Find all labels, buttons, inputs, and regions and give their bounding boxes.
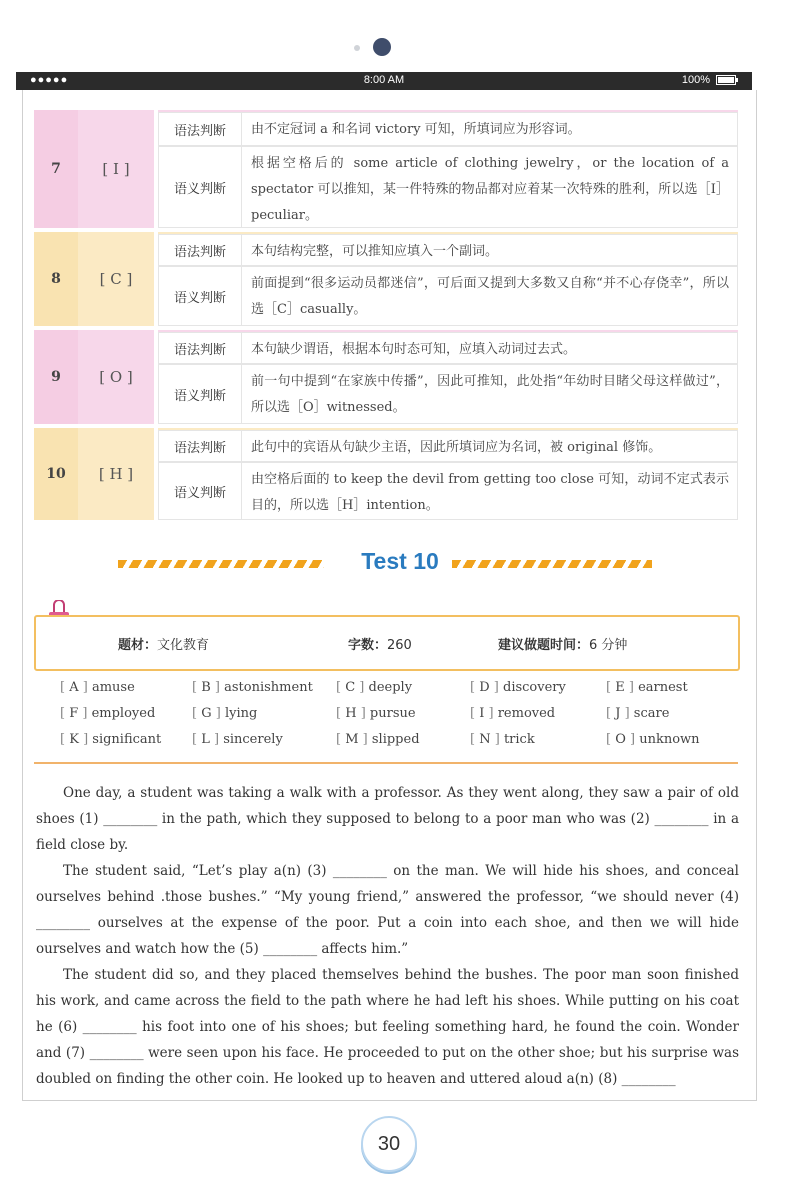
grammar-row bbox=[158, 112, 738, 146]
reading-passage bbox=[36, 780, 739, 1092]
answer-letter: [ O ] bbox=[78, 330, 154, 424]
answer-letter: [ C ] bbox=[78, 232, 154, 326]
answer-letter: [ H ] bbox=[78, 428, 154, 520]
row-label: 语义判断 bbox=[159, 147, 242, 227]
wordcount-value: 260 bbox=[387, 638, 412, 653]
battery-icon bbox=[716, 75, 736, 85]
wordcount-label: 字数： bbox=[348, 638, 388, 653]
passage-paragraph: One day, a student was taking a walk with a professor. As they went along, they saw a pair of old shoes (1) ________ in the path, which they supposed to belong to a poor man who was (2) ________ in a field close by. bbox=[36, 785, 739, 853]
test-title: Test 10 bbox=[361, 548, 439, 574]
semantic-row bbox=[158, 462, 738, 520]
row-text: 由不定冠词 a 和名词 victory 可知，所填词应为形容词。 bbox=[251, 122, 581, 137]
semantic-row bbox=[158, 266, 738, 326]
row-label: 语义判断 bbox=[159, 365, 242, 423]
time-info bbox=[498, 634, 627, 653]
row-label: 语法判断 bbox=[159, 235, 242, 265]
topic-info bbox=[118, 634, 209, 653]
battery-percent: 100% bbox=[681, 74, 710, 86]
row-label: 语法判断 bbox=[159, 333, 242, 363]
semantic-row bbox=[158, 146, 738, 228]
status-time: 8:00 AM bbox=[363, 74, 405, 86]
option-j: [ J ] scare bbox=[606, 706, 670, 721]
row-text: 由空格后面的 to keep the devil from getting too close 可知，动词不定式表示目的，所以选［H］intention。 bbox=[251, 472, 729, 513]
time-label: 建议做题时间： bbox=[498, 638, 590, 653]
option-m: [ M ] slipped bbox=[336, 732, 420, 747]
passage-paragraph: The student said, “Let’s play a(n) (3) ________ on the man. We will hide his shoes, and conceal ourselves behind .those bushes.” “My young friend,” answered the professor, “we should never (4) ________ ourselves at the expense of the poor. Put a coin into each shoe, and then we will hide ourselves and watch how the (5) ________ affects him.” bbox=[36, 863, 739, 957]
answer-number: 8 bbox=[34, 232, 78, 326]
row-label: 语义判断 bbox=[159, 463, 242, 519]
info-box bbox=[34, 615, 740, 671]
row-label: 语义判断 bbox=[159, 267, 242, 325]
grammar-row bbox=[158, 332, 738, 364]
option-c: [ C ] deeply bbox=[336, 680, 413, 695]
answer-number: 9 bbox=[34, 330, 78, 424]
option-n: [ N ] trick bbox=[470, 732, 535, 747]
title-stripes-right bbox=[452, 560, 652, 568]
option-a: [ A ] amuse bbox=[60, 680, 135, 695]
option-f: [ F ] employed bbox=[60, 706, 156, 721]
option-e: [ E ] earnest bbox=[606, 680, 688, 695]
option-d: [ D ] discovery bbox=[470, 680, 566, 695]
answer-block-7 bbox=[34, 110, 738, 228]
row-label: 语法判断 bbox=[159, 113, 242, 145]
option-o: [ O ] unknown bbox=[606, 732, 700, 747]
front-camera bbox=[373, 38, 391, 56]
row-text: 前一句中提到“在家族中传播”，因此可推知，此处指“年幼时目睹父母这样做过”，所以选［O］witnessed。 bbox=[251, 374, 729, 415]
row-text: 前面提到“很多运动员都迷信”，可后面又提到大多数又自称“并不心存侥幸”，所以选［C］casually。 bbox=[251, 276, 729, 317]
option-h: [ H ] pursue bbox=[336, 706, 416, 721]
camera-sensor bbox=[354, 45, 360, 51]
row-text: 根据空格后的 some article of clothing jewelry，or the location of a spectator 可以推知，某一件特殊的物品都对应着某一次特殊的胜利，所以选［I］peculiar。 bbox=[251, 156, 729, 223]
option-b: [ B ] astonishment bbox=[192, 680, 313, 695]
option-i: [ I ] removed bbox=[470, 706, 556, 721]
option-k: [ K ] significant bbox=[60, 732, 162, 747]
passage-paragraph: The student did so, and they placed themselves behind the bushes. The poor man soon finished his work, and came across the field to the path where he had left his shoes. While putting on his coat he (6) ________ his foot into one of his shoes; but feeling something hard, he found the coin. Wonder and (7) ________ were seen upon his face. He proceeded to put on the other shoe; but his surprise was doubled on finding the other coin. He looked up to heaven and uttered aloud a(n) (8) ________ bbox=[36, 967, 739, 1087]
topic-label: 题材： bbox=[118, 638, 158, 653]
grammar-row bbox=[158, 430, 738, 462]
answer-number: 10 bbox=[34, 428, 78, 520]
answer-block-8 bbox=[34, 232, 738, 326]
row-label: 语法判断 bbox=[159, 431, 242, 461]
semantic-row bbox=[158, 364, 738, 424]
status-bar bbox=[16, 72, 752, 90]
answer-letter: [ I ] bbox=[78, 110, 154, 228]
time-value: 6 分钟 bbox=[589, 638, 628, 653]
page-number: 30 bbox=[361, 1116, 417, 1172]
topic-value: 文化教育 bbox=[157, 638, 210, 653]
answer-block-9 bbox=[34, 330, 738, 424]
option-l: [ L ] sincerely bbox=[192, 732, 283, 747]
row-text: 此句中的宾语从句缺少主语，因此所填词应为名词，被 original 修饰。 bbox=[251, 440, 662, 455]
answer-number: 7 bbox=[34, 110, 78, 228]
grammar-row bbox=[158, 234, 738, 266]
row-text: 本句缺少谓语，根据本句时态可知，应填入动词过去式。 bbox=[251, 342, 577, 357]
option-g: [ G ] lying bbox=[192, 706, 258, 721]
battery-area bbox=[682, 74, 736, 86]
signal-indicator: ●●●●● bbox=[30, 74, 69, 86]
section-divider bbox=[34, 762, 738, 764]
row-text: 本句结构完整，可以推知应填入一个副词。 bbox=[251, 244, 499, 259]
wordcount-info bbox=[348, 634, 412, 653]
answer-block-10 bbox=[34, 428, 738, 520]
